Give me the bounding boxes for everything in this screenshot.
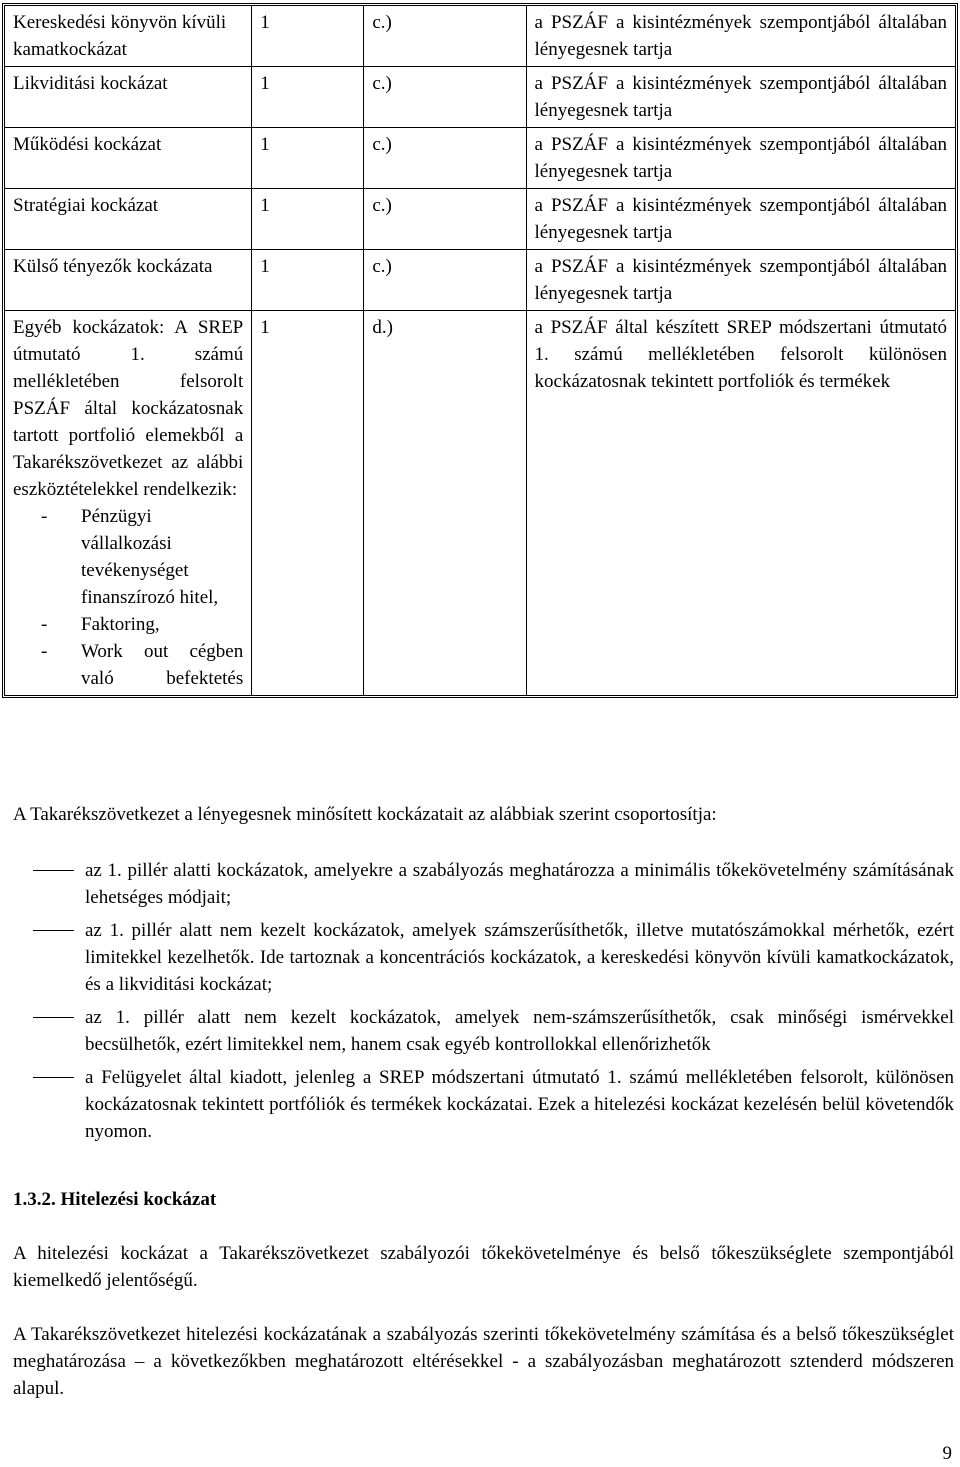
list-item-text: az 1. pillér alatt nem kezelt kockázatok, amelyek számszerűsíthetők, illetve mutatószámokkal mérhetők, ezért limitekkel kezelhetők. Ide tartoznak a koncentrációs kockázatok, a kereskedési könyvön kívüli kamatkockázatok, és a likviditási kockázat;	[85, 920, 954, 995]
dash-bullet-icon	[33, 1077, 74, 1078]
note-cell: a PSZÁF a kisintézmények szempontjából általában lényegesnek tartja	[527, 67, 955, 128]
note-cell: a PSZÁF a kisintézmények szempontjából általában lényegesnek tartja	[527, 6, 955, 67]
section-heading: 1.3.2. Hitelezési kockázat	[13, 1189, 217, 1210]
page-number: 9	[942, 1443, 952, 1464]
list-item	[13, 1004, 954, 1058]
table-row	[5, 189, 955, 250]
asset-item-list	[13, 503, 243, 692]
list-item	[13, 917, 954, 998]
table-row	[5, 6, 955, 67]
dash-bullet-icon	[33, 930, 74, 931]
list-item: - Pénzügyi vállalkozási tevékenységet finanszírozó hitel,	[13, 503, 243, 611]
table-row	[5, 311, 955, 695]
risk-name-cell	[5, 311, 252, 695]
risk-name-cell: Kereskedési könyvön kívüli kamatkockázat	[5, 6, 252, 67]
pillar-cell: 1	[252, 250, 364, 311]
table-row	[5, 250, 955, 311]
pillar-cell: 1	[252, 128, 364, 189]
dash-bullet-icon	[33, 1017, 74, 1018]
risk-name-cell: Stratégiai kockázat	[5, 189, 252, 250]
table-row	[5, 67, 955, 128]
category-cell: c.)	[364, 6, 526, 67]
list-item	[13, 857, 954, 911]
note-cell: a PSZÁF a kisintézmények szempontjából általában lényegesnek tartja	[527, 128, 955, 189]
category-cell: d.)	[364, 311, 526, 695]
list-item-text: a Felügyelet által kiadott, jelenleg a SREP módszertani útmutató 1. számú mellékletében felsorolt, különösen kockázatosnak tekintett portfóliók és termékek kockázatai. Ezek a hitelezési kockázat kezelésén belül követendők nyomon.	[85, 1067, 954, 1142]
pillar-cell: 1	[252, 67, 364, 128]
intro-paragraph: A Takarékszövetkezet a lényegesnek minősített kockázatait az alábbiak szerint csoportosítja:	[13, 804, 717, 825]
list-item-text: az 1. pillér alatt nem kezelt kockázatok, amelyek nem-számszerűsíthetők, csak minőségi ismérvekkel becsülhetők, ezért limitekkel nem, hanem csak egyéb kontrollokkal ellenőrizhetők	[85, 1007, 954, 1055]
risk-group-list	[13, 857, 954, 1151]
risk-name-cell: Működési kockázat	[5, 128, 252, 189]
list-item: - Work out cégben való befektetés	[13, 638, 243, 692]
note-cell: a PSZÁF a kisintézmények szempontjából általában lényegesnek tartja	[527, 250, 955, 311]
risk-name-cell: Likviditási kockázat	[5, 67, 252, 128]
list-item: - Faktoring,	[13, 611, 243, 638]
list-item	[13, 1064, 954, 1145]
note-cell: a PSZÁF a kisintézmények szempontjából általában lényegesnek tartja	[527, 189, 955, 250]
risk-table	[2, 3, 958, 698]
category-cell: c.)	[364, 128, 526, 189]
pillar-cell: 1	[252, 189, 364, 250]
note-cell: a PSZÁF által készített SREP módszertani útmutató 1. számú mellékletében felsorolt különösen kockázatosnak tekintett portfoliók és termékek	[534, 317, 947, 392]
paragraph: A Takarékszövetkezet hitelezési kockázatának a szabályozás szerinti tőkekövetelmény számítása és a belső tőkeszükséglet meghatározása – a következőkben meghatározott eltérésekkel - a szabályozásban meghatározott sztenderd módszeren alapul.	[13, 1324, 954, 1399]
other-risks-intro: Egyéb kockázatok: A SREP útmutató 1. számú mellékletében felsorolt PSZÁF által kockázatosnak tartott portfolió elemekből a Takarékszövetkezet az alábbi eszköztételekkel rendelkezik:	[13, 317, 244, 500]
pillar-cell: 1	[252, 6, 364, 67]
category-cell: c.)	[364, 189, 526, 250]
risk-name-cell: Külső tényezők kockázata	[5, 250, 252, 311]
table-row	[5, 128, 955, 189]
list-item-text: az 1. pillér alatti kockázatok, amelyekre a szabályozás meghatározza a minimális tőkekövetelmény számításának lehetséges módjait;	[85, 860, 954, 908]
category-cell: c.)	[364, 250, 526, 311]
dash-bullet-icon	[33, 870, 74, 871]
pillar-cell: 1	[252, 311, 364, 695]
category-cell: c.)	[364, 67, 526, 128]
paragraph: A hitelezési kockázat a Takarékszövetkezet szabályozói tőkekövetelménye és belső tőkeszükséglete szempontjából kiemelkedő jelentőségű.	[13, 1243, 954, 1291]
